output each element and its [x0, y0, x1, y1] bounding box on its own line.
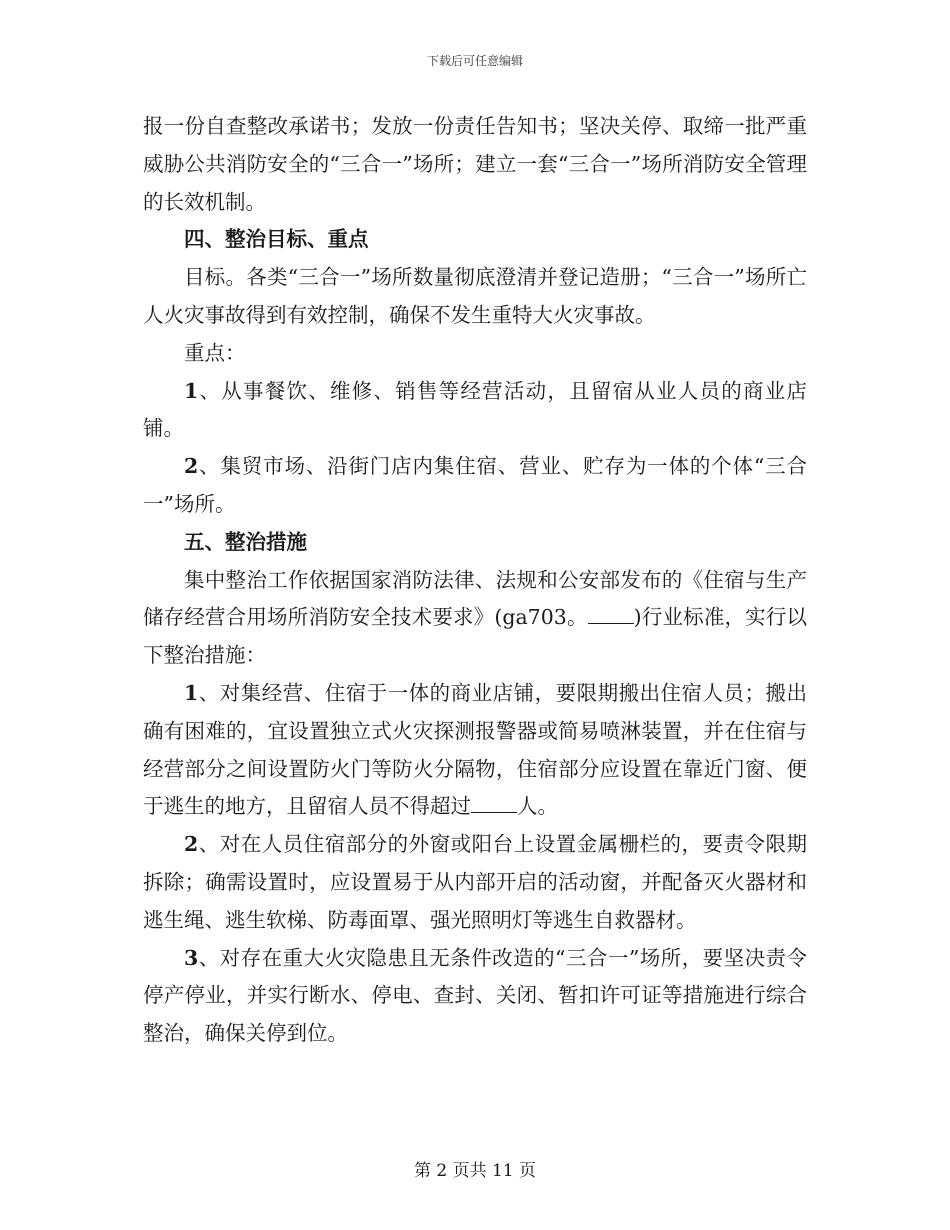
list-text: 、从事餐饮、维修、销售等经营活动，且留宿从业人员的商业店铺。	[143, 378, 807, 441]
section-heading-goals: 四、整治目标、重点	[184, 227, 369, 252]
list-number: 1	[184, 680, 199, 705]
list-text: 、对在人员住宿部分的外窗或阳台上设置金属栅栏的，要责令限期拆除；确需设置时，应设置易于从内部开启的活动窗，并配备灭火器材和逃生绳、逃生软梯、防毒面罩、强光照明灯等逃生自救器材。	[143, 832, 807, 932]
measure-item-1	[143, 675, 807, 826]
list-number: 2	[184, 454, 199, 479]
measure-item-2	[143, 826, 807, 939]
page-header: 下载后可任意编辑	[426, 54, 523, 68]
focus-item-1	[143, 373, 807, 449]
paragraph-goal: 目标。各类“三合一”场所数量彻底澄清并登记造册；“三合一”场所亡人火灾事故得到有效控制，确保不发生重特大火灾事故。	[143, 265, 807, 327]
paragraph-commitment: 报一份自查整改承诺书；发放一份责任告知书；坚决关停、取缔一批严重威胁公共消防安全的“三合一”场所；建立一套“三合一”场所消防安全管理的长效机制。	[143, 114, 807, 214]
paragraph-measures-intro	[143, 562, 807, 675]
focus-item-2	[143, 448, 807, 524]
document-body	[143, 108, 807, 1053]
page-footer: 第 2 页共 11 页	[413, 1161, 537, 1181]
intro-text-a: 集中整治工作依据国家消防法律、法规和公安部发布的《住宿与生产储存经营合用场所消防安全技术要求》(ga703。	[143, 567, 807, 630]
blank-underline	[588, 601, 634, 625]
list-number: 2	[184, 832, 199, 857]
intro-text-b: )行业标准，实行以下整治措施：	[143, 605, 807, 668]
list-number: 1	[184, 378, 199, 403]
list-text: 、对存在重大火灾隐患且无条件改造的“三合一”场所，要坚决责令停产停业，并实行断水、停电、查封、关闭、暂扣许可证等措施进行综合整治，确保关停到位。	[143, 945, 807, 1046]
blank-underline	[471, 790, 517, 814]
list-text-b: 人。	[517, 794, 558, 819]
focus-label: 重点：	[184, 340, 246, 365]
list-text: 、集贸市场、沿街门店内集住宿、营业、贮存为一体的个体“三合一”场所。	[143, 454, 807, 516]
measure-item-3	[143, 940, 807, 1053]
list-number: 3	[184, 945, 199, 970]
section-heading-measures: 五、整治措施	[184, 529, 307, 554]
list-text-a: 、对集经营、住宿于一体的商业店铺，要限期搬出住宿人员；搬出确有困难的，宜设置独立式火灾探测报警器或简易喷淋装置，并在住宿与经营部分之间设置防火门等防火分隔物，住宿部分应设置在靠近门窗、便于逃生的地方，且留宿人员不得超过	[143, 680, 807, 819]
